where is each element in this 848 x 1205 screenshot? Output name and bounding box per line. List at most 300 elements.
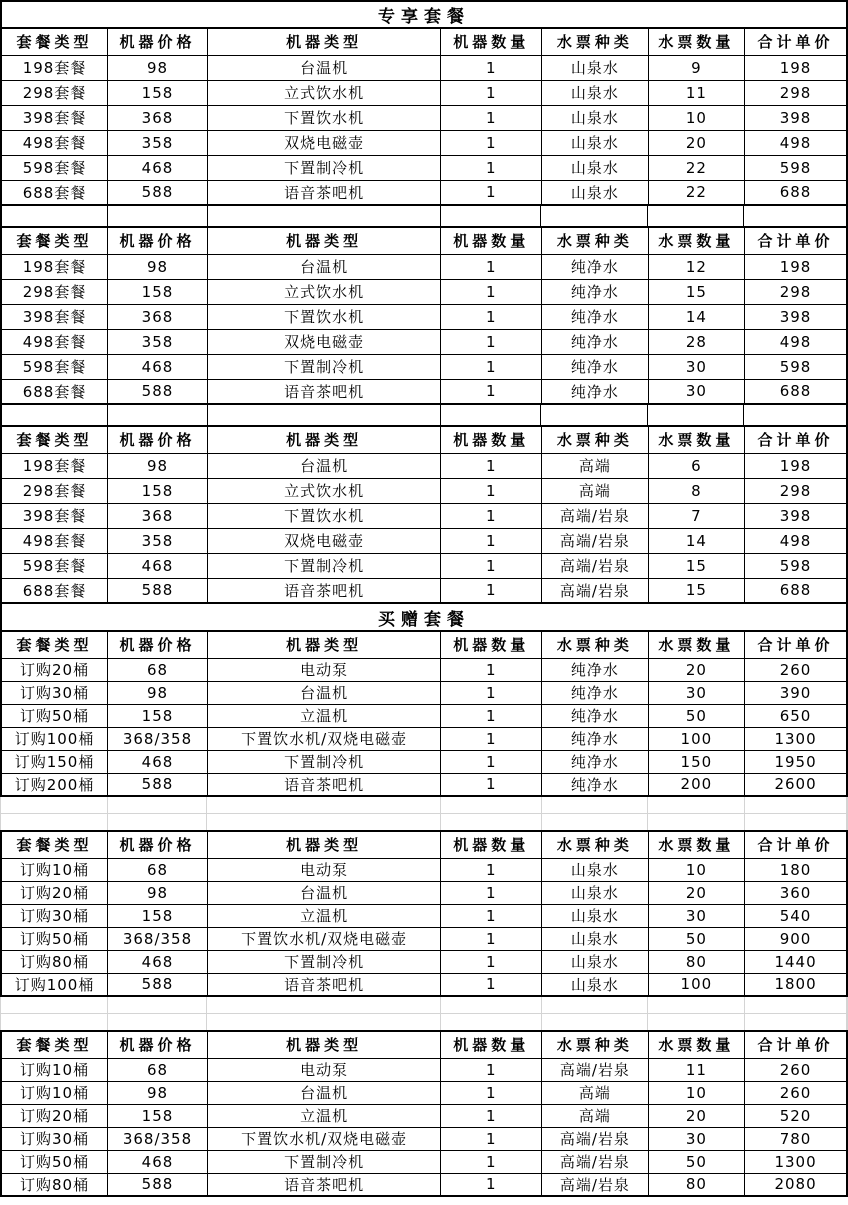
- table-row: [1, 681, 847, 704]
- table-cell: 立式饮水机: [207, 478, 440, 503]
- table-cell: 纯净水: [542, 379, 649, 404]
- spacer-cell: [648, 1014, 744, 1031]
- table-cell: 30: [648, 904, 744, 927]
- table-cell: 纯净水: [542, 304, 649, 329]
- table-cell: 158: [108, 279, 208, 304]
- table-row: [1, 950, 847, 973]
- table-cell: 468: [108, 553, 208, 578]
- table-cell: 20: [648, 881, 744, 904]
- table-cell: 1: [441, 658, 542, 681]
- column-header-5: 水票数量: [648, 426, 744, 453]
- table-cell: 1440: [745, 950, 847, 973]
- table-row: [1, 503, 847, 528]
- table-row: [1, 254, 847, 279]
- column-header-6: 合计单价: [745, 426, 847, 453]
- table-cell: 68: [108, 1058, 208, 1081]
- table-cell: 298套餐: [1, 80, 108, 105]
- table-cell: 订购50桶: [1, 704, 108, 727]
- table-cell: 1: [441, 727, 542, 750]
- table-cell: 1: [441, 773, 542, 796]
- table-cell: 订购10桶: [1, 1058, 108, 1081]
- table-cell: 98: [108, 1081, 208, 1104]
- table-cell: 198套餐: [1, 55, 108, 80]
- table-cell: 1: [441, 354, 542, 379]
- table-row: [1, 704, 847, 727]
- table-cell: 598套餐: [1, 553, 108, 578]
- spacer-cell: [1, 797, 108, 814]
- table-cell: 下置制冷机: [207, 750, 440, 773]
- table-cell: 立温机: [207, 704, 440, 727]
- table-cell: 468: [108, 750, 208, 773]
- spacer-cell: [441, 206, 541, 226]
- table-cell: 1: [441, 1150, 542, 1173]
- table-cell: 1: [441, 155, 542, 180]
- table-cell: 358: [108, 528, 208, 553]
- table-row: [1, 130, 847, 155]
- table-cell: 山泉水: [542, 180, 649, 205]
- table-row: [1, 279, 847, 304]
- column-header-1: 机器价格: [108, 426, 208, 453]
- table-cell: 台温机: [207, 681, 440, 704]
- section-buy-gift-package-tables: [0, 630, 848, 1197]
- table-cell: 688: [745, 379, 847, 404]
- table-cell: 260: [745, 658, 847, 681]
- table-cell: 650: [745, 704, 847, 727]
- table-cell: 368: [108, 503, 208, 528]
- table-row: [1, 80, 847, 105]
- column-header-2: 机器类型: [207, 1031, 440, 1058]
- table-cell: 540: [745, 904, 847, 927]
- table-cell: 198: [745, 55, 847, 80]
- table-cell: 1: [441, 973, 542, 996]
- spacer-cell: [2, 405, 108, 425]
- table-cell: 50: [648, 704, 744, 727]
- table-cell: 高端/岩泉: [542, 578, 649, 603]
- table-row: [1, 858, 847, 881]
- table-cell: 1: [441, 1173, 542, 1196]
- table-cell: 158: [108, 904, 208, 927]
- table-cell: 358: [108, 130, 208, 155]
- table-cell: 398: [745, 503, 847, 528]
- column-header-3: 机器数量: [441, 831, 542, 858]
- table-cell: 语音茶吧机: [207, 773, 440, 796]
- table-cell: 298: [745, 478, 847, 503]
- table-cell: 9: [648, 55, 744, 80]
- table-cell: 1: [441, 904, 542, 927]
- table-cell: 200: [648, 773, 744, 796]
- table-cell: 260: [745, 1081, 847, 1104]
- package-table-1-1: [0, 830, 848, 997]
- table-cell: 高端/岩泉: [542, 503, 649, 528]
- table-cell: 下置制冷机: [207, 354, 440, 379]
- table-cell: 1: [441, 304, 542, 329]
- spacer-cell: [108, 997, 208, 1014]
- table-cell: 12: [648, 254, 744, 279]
- table-cell: 1: [441, 681, 542, 704]
- empty-spacer-row: [0, 405, 848, 425]
- table-cell: 298: [745, 279, 847, 304]
- table-cell: 2600: [745, 773, 847, 796]
- table-row: [1, 528, 847, 553]
- table-cell: 20: [648, 658, 744, 681]
- column-header-2: 机器类型: [207, 28, 440, 55]
- spacer-cell: [441, 1014, 542, 1031]
- table-row: [1, 1173, 847, 1196]
- table-cell: 电动泵: [207, 1058, 440, 1081]
- column-header-6: 合计单价: [745, 831, 847, 858]
- table-cell: 28: [648, 329, 744, 354]
- spacer-cell: [542, 1014, 649, 1031]
- column-header-4: 水票种类: [542, 28, 649, 55]
- table-cell: 1300: [745, 727, 847, 750]
- table-row: [1, 727, 847, 750]
- spacer-cell: [1, 997, 108, 1014]
- column-header-4: 水票种类: [542, 227, 649, 254]
- spacer-cell: [745, 1014, 847, 1031]
- table-cell: 688套餐: [1, 180, 108, 205]
- table-cell: 语音茶吧机: [207, 973, 440, 996]
- table-cell: 语音茶吧机: [207, 578, 440, 603]
- table-row: [1, 329, 847, 354]
- table-cell: 98: [108, 681, 208, 704]
- table-cell: 订购20桶: [1, 881, 108, 904]
- table-cell: 下置饮水机: [207, 503, 440, 528]
- table-cell: 100: [648, 973, 744, 996]
- table-cell: 纯净水: [542, 254, 649, 279]
- column-header-1: 机器价格: [108, 227, 208, 254]
- column-header-0: 套餐类型: [1, 28, 108, 55]
- table-cell: 30: [648, 681, 744, 704]
- table-cell: 358: [108, 329, 208, 354]
- table-cell: 368/358: [108, 1127, 208, 1150]
- table-cell: 598套餐: [1, 354, 108, 379]
- table-cell: 1: [441, 578, 542, 603]
- table-cell: 10: [648, 105, 744, 130]
- table-cell: 780: [745, 1127, 847, 1150]
- column-header-1: 机器价格: [108, 831, 208, 858]
- table-cell: 588: [108, 1173, 208, 1196]
- table-cell: 订购50桶: [1, 1150, 108, 1173]
- table-cell: 高端/岩泉: [542, 1127, 649, 1150]
- table-cell: 30: [648, 354, 744, 379]
- table-cell: 260: [745, 1058, 847, 1081]
- table-cell: 180: [745, 858, 847, 881]
- table-cell: 1: [441, 750, 542, 773]
- table-cell: 下置饮水机/双烧电磁壶: [207, 727, 440, 750]
- table-cell: 360: [745, 881, 847, 904]
- package-table-0-1: [0, 226, 848, 405]
- spacer-cell: [441, 814, 542, 831]
- table-cell: 山泉水: [542, 950, 649, 973]
- table-row: [1, 881, 847, 904]
- table-cell: 1: [441, 927, 542, 950]
- table-cell: 1: [441, 950, 542, 973]
- column-header-0: 套餐类型: [1, 831, 108, 858]
- table-cell: 语音茶吧机: [207, 1173, 440, 1196]
- spacer-cell: [441, 797, 542, 814]
- table-cell: 2080: [745, 1173, 847, 1196]
- table-row: [1, 750, 847, 773]
- table-row: [1, 354, 847, 379]
- table-cell: 7: [648, 503, 744, 528]
- spacer-cell: [744, 206, 846, 226]
- header-row: [1, 1031, 847, 1058]
- table-cell: 1: [441, 1058, 542, 1081]
- table-cell: 30: [648, 379, 744, 404]
- column-header-0: 套餐类型: [1, 1031, 108, 1058]
- table-cell: 下置饮水机: [207, 105, 440, 130]
- column-header-3: 机器数量: [441, 227, 542, 254]
- table-cell: 下置制冷机: [207, 553, 440, 578]
- spacer-cell: [745, 797, 847, 814]
- header-row: [1, 831, 847, 858]
- table-cell: 1: [441, 379, 542, 404]
- table-cell: 10: [648, 858, 744, 881]
- table-row: [1, 773, 847, 796]
- table-cell: 68: [108, 858, 208, 881]
- table-cell: 纯净水: [542, 727, 649, 750]
- table-cell: 368: [108, 304, 208, 329]
- table-cell: 双烧电磁壶: [207, 528, 440, 553]
- table-cell: 398: [745, 304, 847, 329]
- table-cell: 山泉水: [542, 881, 649, 904]
- table-row: [1, 1058, 847, 1081]
- table-cell: 150: [648, 750, 744, 773]
- table-row: [1, 553, 847, 578]
- table-cell: 山泉水: [542, 80, 649, 105]
- table-cell: 198: [745, 453, 847, 478]
- table-cell: 订购30桶: [1, 904, 108, 927]
- table-cell: 468: [108, 155, 208, 180]
- table-cell: 高端/岩泉: [542, 1150, 649, 1173]
- table-cell: 1: [441, 881, 542, 904]
- table-cell: 688: [745, 578, 847, 603]
- table-cell: 8: [648, 478, 744, 503]
- column-header-3: 机器数量: [441, 1031, 542, 1058]
- table-cell: 下置饮水机: [207, 304, 440, 329]
- table-cell: 山泉水: [542, 973, 649, 996]
- table-cell: 498: [745, 528, 847, 553]
- spacer-cell: [2, 206, 108, 226]
- table-cell: 订购10桶: [1, 858, 108, 881]
- column-header-5: 水票数量: [648, 1031, 744, 1058]
- spacer-cell: [108, 797, 208, 814]
- table-cell: 588: [108, 379, 208, 404]
- column-header-3: 机器数量: [441, 631, 542, 658]
- table-cell: 1300: [745, 1150, 847, 1173]
- table-cell: 15: [648, 578, 744, 603]
- column-header-6: 合计单价: [745, 1031, 847, 1058]
- column-header-5: 水票数量: [648, 831, 744, 858]
- spacer-cell: [744, 405, 846, 425]
- package-table-1-0: [0, 630, 848, 797]
- table-cell: 山泉水: [542, 155, 649, 180]
- spacer-cell: [745, 814, 847, 831]
- table-cell: 高端/岩泉: [542, 528, 649, 553]
- table-cell: 山泉水: [542, 904, 649, 927]
- table-cell: 订购50桶: [1, 927, 108, 950]
- table-cell: 电动泵: [207, 858, 440, 881]
- table-cell: 1: [441, 254, 542, 279]
- table-cell: 台温机: [207, 1081, 440, 1104]
- table-row: [1, 105, 847, 130]
- table-cell: 98: [108, 453, 208, 478]
- column-header-5: 水票数量: [648, 631, 744, 658]
- table-cell: 688: [745, 180, 847, 205]
- table-cell: 下置饮水机/双烧电磁壶: [207, 1127, 440, 1150]
- table-cell: 198套餐: [1, 453, 108, 478]
- table-row: [1, 1150, 847, 1173]
- table-cell: 1: [441, 553, 542, 578]
- table-cell: 纯净水: [542, 354, 649, 379]
- table-cell: 22: [648, 180, 744, 205]
- table-cell: 588: [108, 773, 208, 796]
- column-header-4: 水票种类: [542, 831, 649, 858]
- table-cell: 20: [648, 130, 744, 155]
- table-row: [1, 304, 847, 329]
- table-cell: 50: [648, 1150, 744, 1173]
- spacer-cell: [441, 405, 541, 425]
- spacer-cell: [542, 797, 649, 814]
- table-cell: 订购200桶: [1, 773, 108, 796]
- table-cell: 498套餐: [1, 329, 108, 354]
- table-cell: 68: [108, 658, 208, 681]
- table-cell: 1: [441, 80, 542, 105]
- empty-spacer-row: [0, 797, 848, 830]
- table-cell: 纯净水: [542, 681, 649, 704]
- table-cell: 1: [441, 279, 542, 304]
- table-cell: 1950: [745, 750, 847, 773]
- column-header-6: 合计单价: [745, 631, 847, 658]
- table-cell: 598: [745, 155, 847, 180]
- table-cell: 1: [441, 528, 542, 553]
- column-header-5: 水票数量: [648, 227, 744, 254]
- table-cell: 山泉水: [542, 927, 649, 950]
- column-header-3: 机器数量: [441, 28, 542, 55]
- column-header-0: 套餐类型: [1, 227, 108, 254]
- table-row: [1, 379, 847, 404]
- table-cell: 158: [108, 1104, 208, 1127]
- table-cell: 台温机: [207, 881, 440, 904]
- table-cell: 14: [648, 304, 744, 329]
- column-header-4: 水票种类: [542, 1031, 649, 1058]
- table-cell: 1: [441, 105, 542, 130]
- section-title-buy-gift-package: 买赠套餐: [0, 604, 848, 630]
- header-row: [1, 631, 847, 658]
- table-cell: 高端: [542, 453, 649, 478]
- section-title-exclusive-package: 专享套餐: [0, 0, 848, 27]
- table-cell: 98: [108, 881, 208, 904]
- table-cell: 订购100桶: [1, 973, 108, 996]
- table-row: [1, 1081, 847, 1104]
- table-cell: 498: [745, 130, 847, 155]
- table-cell: 立温机: [207, 1104, 440, 1127]
- table-cell: 高端/岩泉: [542, 553, 649, 578]
- spacer-cell: [648, 797, 744, 814]
- table-cell: 1: [441, 180, 542, 205]
- spacer-cell: [1, 1014, 108, 1031]
- spacer-cell: [542, 814, 649, 831]
- table-cell: 1: [441, 704, 542, 727]
- table-cell: 598套餐: [1, 155, 108, 180]
- table-cell: 下置饮水机/双烧电磁壶: [207, 927, 440, 950]
- table-cell: 520: [745, 1104, 847, 1127]
- column-header-5: 水票数量: [648, 28, 744, 55]
- header-row: [1, 227, 847, 254]
- table-cell: 298套餐: [1, 279, 108, 304]
- table-cell: 纯净水: [542, 329, 649, 354]
- spacer-cell: [648, 206, 744, 226]
- spacer-cell: [207, 997, 440, 1014]
- table-row: [1, 478, 847, 503]
- table-row: [1, 904, 847, 927]
- table-cell: 订购80桶: [1, 950, 108, 973]
- table-cell: 纯净水: [542, 658, 649, 681]
- column-header-4: 水票种类: [542, 426, 649, 453]
- table-cell: 588: [108, 578, 208, 603]
- table-cell: 498套餐: [1, 528, 108, 553]
- table-cell: 电动泵: [207, 658, 440, 681]
- column-header-1: 机器价格: [108, 631, 208, 658]
- table-row: [1, 1104, 847, 1127]
- spacer-cell: [108, 814, 208, 831]
- table-cell: 高端: [542, 1104, 649, 1127]
- package-table-0-0: [0, 27, 848, 206]
- column-header-2: 机器类型: [207, 426, 440, 453]
- table-row: [1, 973, 847, 996]
- spacer-cell: [1, 814, 108, 831]
- table-row: [1, 55, 847, 80]
- spacer-cell: [108, 1014, 208, 1031]
- table-cell: 语音茶吧机: [207, 379, 440, 404]
- table-cell: 398套餐: [1, 304, 108, 329]
- table-cell: 纯净水: [542, 750, 649, 773]
- table-row: [1, 453, 847, 478]
- section-exclusive-package-tables: [0, 27, 848, 604]
- table-cell: 订购30桶: [1, 681, 108, 704]
- spacer-cell: [207, 797, 440, 814]
- table-cell: 高端: [542, 478, 649, 503]
- table-cell: 368/358: [108, 927, 208, 950]
- table-cell: 1: [441, 503, 542, 528]
- column-header-4: 水票种类: [542, 631, 649, 658]
- table-cell: 下置制冷机: [207, 155, 440, 180]
- table-cell: 98: [108, 55, 208, 80]
- spacer-cell: [745, 997, 847, 1014]
- table-cell: 598: [745, 354, 847, 379]
- table-row: [1, 180, 847, 205]
- table-cell: 1800: [745, 973, 847, 996]
- spacer-cell: [108, 405, 208, 425]
- spacer-cell: [108, 206, 208, 226]
- table-cell: 158: [108, 478, 208, 503]
- table-cell: 30: [648, 1127, 744, 1150]
- table-cell: 1: [441, 1127, 542, 1150]
- column-header-2: 机器类型: [207, 631, 440, 658]
- table-cell: 100: [648, 727, 744, 750]
- table-cell: 6: [648, 453, 744, 478]
- table-row: [1, 658, 847, 681]
- empty-spacer-row: [0, 997, 848, 1030]
- table-row: [1, 578, 847, 603]
- spacer-cell: [648, 997, 744, 1014]
- table-cell: 15: [648, 553, 744, 578]
- table-cell: 下置制冷机: [207, 950, 440, 973]
- table-cell: 80: [648, 1173, 744, 1196]
- spacer-cell: [542, 997, 649, 1014]
- package-table-0-2: [0, 425, 848, 604]
- table-cell: 588: [108, 180, 208, 205]
